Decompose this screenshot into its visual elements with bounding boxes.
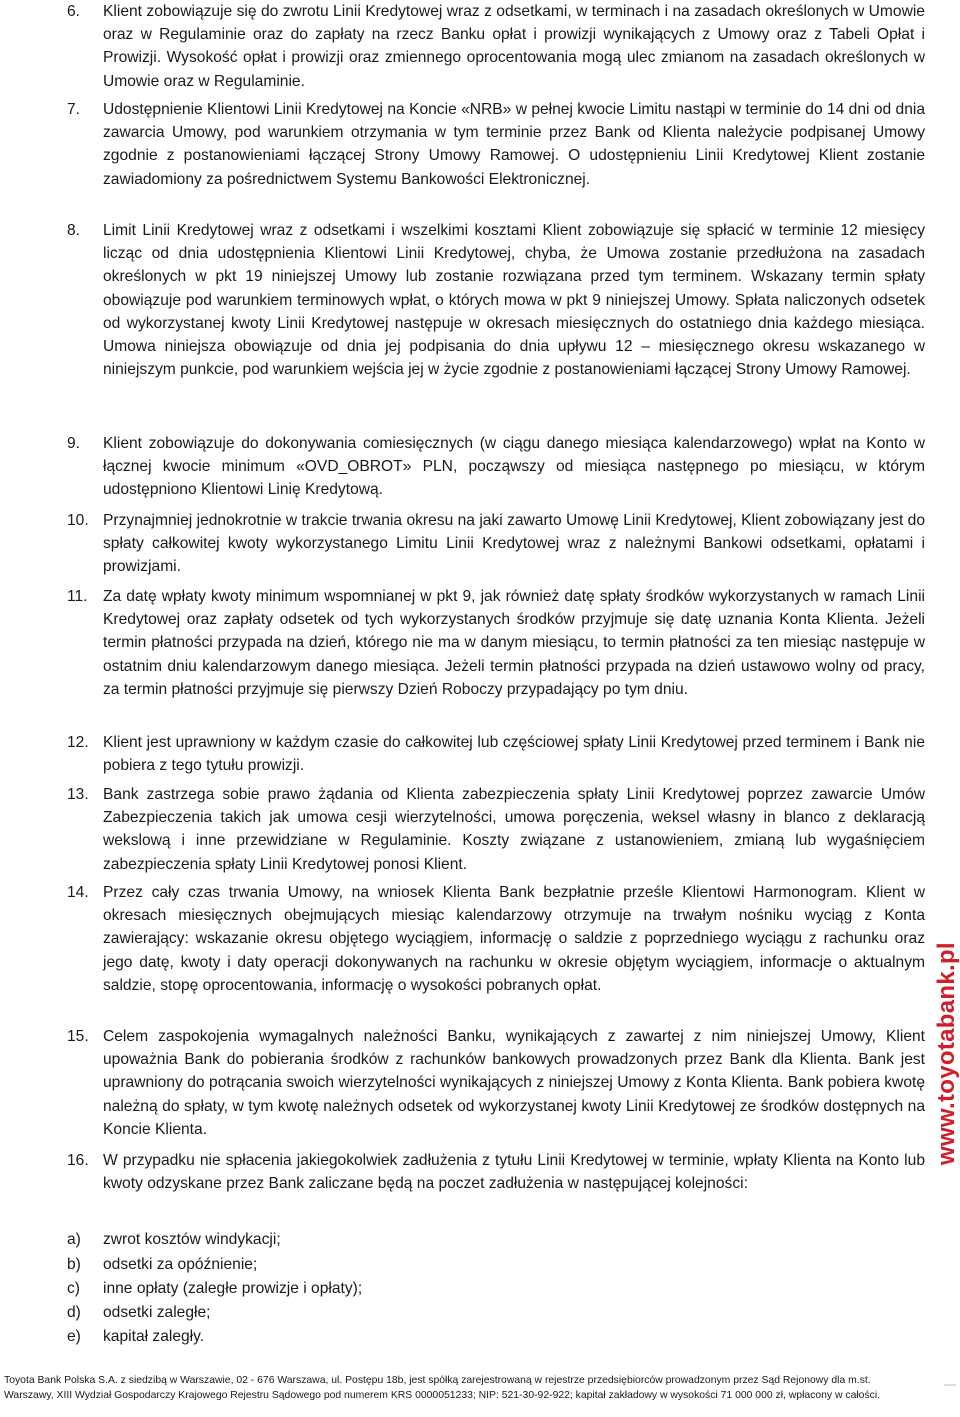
clause-number: 7.: [67, 101, 81, 118]
sub-item-d: [67, 1301, 211, 1324]
clause-6: [67, 0, 925, 93]
sub-item-text: kapitał zaległy.: [103, 1328, 205, 1345]
sub-item-e: [67, 1325, 204, 1348]
page-corner-mark: [944, 1384, 956, 1386]
sub-item-text: zwrot kosztów windykacji;: [103, 1231, 281, 1248]
sub-item-a: [67, 1228, 281, 1251]
clause-text: Klient zobowiązuje się do zwrotu Linii Kredytowej wraz z odsetkami, w terminach i na zasadach określonych w Umowie oraz w Regulaminie oraz do zapłaty na rzecz Banku opłat i prowizji wynikających z Umowy oraz z Tabeli Opłat i Prowizji. Wysokość opłat i prowizji oraz zmiennego oprocentowania mogą ulec zmianom na zasadach określonych w Umowie oraz w Regulaminie.: [103, 3, 925, 90]
sub-item-b: [67, 1253, 257, 1276]
clause-14: [67, 881, 925, 997]
clause-13: [67, 783, 925, 876]
clause-12: [67, 731, 925, 777]
clause-number: 12.: [67, 734, 89, 751]
clause-number: 13.: [67, 786, 89, 803]
clause-number: 16.: [67, 1152, 89, 1169]
sub-item-letter: a): [67, 1231, 81, 1248]
clause-10: [67, 509, 925, 579]
clause-text: Klient jest uprawniony w każdym czasie do całkowitej lub częściowej spłaty Linii Kredytowej przed terminem i Bank nie pobiera z tego tytułu prowizji.: [103, 734, 925, 775]
clause-text: Bank zastrzega sobie prawo żądania od Klienta zabezpieczenia spłaty Linii Kredytowej poprzez zawarcie Umów Zabezpieczenia takich jak umowa cesji wierzytelności, umowa poręczenia, weksel własny in blanco z deklaracją wekslową i inne przewidziane w Regulaminie. Koszty związane z ustanowieniem, zmianą lub wygaśnięciem zabezpieczenia spłaty Linii Kredytowej ponosi Klient.: [103, 786, 925, 873]
sub-item-letter: c): [67, 1280, 80, 1297]
sub-item-letter: b): [67, 1256, 81, 1273]
clause-text: Klient zobowiązuje do dokonywania comiesięcznych (w ciągu danego miesiąca kalendarzowego) wpłat na Konto w łącznej kwocie minimum «OVD_OBROT» PLN, począwszy od miesiąca następnego po miesiącu, w którym udostępniono Klientowi Linię Kredytową.: [103, 435, 925, 499]
clause-number: 15.: [67, 1028, 89, 1045]
clause-number: 11.: [67, 588, 88, 605]
clause-text: Przynajmniej jednokrotnie w trakcie trwania okresu na jaki zawarto Umowę Linii Kredytowej, Klient zobowiązany jest do spłaty całkowitej kwoty wykorzystanego Limitu Linii Kredytowej wraz z należnymi Bankowi odsetkami, opłatami i prowizjami.: [103, 512, 925, 576]
sub-item-c: [67, 1277, 362, 1300]
clause-text: Celem zaspokojenia wymagalnych należności Banku, wynikających z zawartej z nim niniejszej Umowy, Klient upoważnia Bank do pobierania środków z rachunków bankowych prowadzonych przez Bank dla Klienta. Bank jest uprawniony do potrącania swoich wierzytelności wynikających z niniejszej Umowy z Konta Klienta. Bank pobiera kwotę należną do spłaty, w tym kwotę należnych odsetek od wykorzystanej kwoty Linii Kredytowej ze środków dostępnych na Koncie Klienta.: [103, 1028, 925, 1138]
clause-text: Przez cały czas trwania Umowy, na wniosek Klienta Bank bezpłatnie prześle Klientowi Harmonogram. Klient w okresach miesięcznych obejmujących miesiąc kalendarzowy otrzymuje na trwałym nośniku wyciąg z Konta zawierający: wskazanie okresu objętego wyciągiem, informację o saldzie z poprzedniego wyciągu z rachunku oraz jego datę, kwoty i daty operacji dokonywanych na rachunku w okresie objętym wyciągiem, informacje o aktualnym saldzie, stopę oprocentowania, informację o wysokości pobranych opłat.: [103, 884, 925, 994]
clause-number: 10.: [67, 512, 89, 529]
clause-number: 9.: [67, 435, 81, 452]
page-footer: Toyota Bank Polska S.A. z siedzibą w Warszawie, 02 - 676 Warszawa, ul. Postępu 18b, jest spółką zarejestrowaną w rejestrze przedsiębiorców prowadzonym przez Sąd Rejonowy dla m.st. Warszawy, XIII Wydział Gospodarczy Krajowego Rejestru Sądowego pod numerem KRS 0000051233; NIP: 521-30-92-922; kapitał zakładowy w wysokości 71 000 000 zł, wpłacony w całości.: [4, 1375, 881, 1401]
clause-9: [67, 432, 925, 502]
clause-11: [67, 585, 925, 701]
clause-8: [67, 219, 925, 381]
clause-text: Udostępnienie Klientowi Linii Kredytowej na Koncie «NRB» w pełnej kwocie Limitu nastąpi w terminie do 14 dni od dnia zawarcia Umowy, pod warunkiem otrzymania w tym terminie przez Bank od Klienta należycie podpisanej Umowy zgodnie z postanowieniami łączącej Strony Umowy Ramowej. O udostępnieniu Linii Kredytowej Klient zostanie zawiadomiony za pośrednictwem Systemu Bankowości Elektronicznej.: [103, 101, 925, 188]
sub-item-text: odsetki za opóźnienie;: [103, 1256, 258, 1273]
clause-15: [67, 1025, 925, 1141]
clause-7: [67, 98, 925, 191]
clause-number: 14.: [67, 884, 89, 901]
clause-number: 8.: [67, 222, 81, 239]
clause-text: Limit Linii Kredytowej wraz z odsetkami i wszelkimi kosztami Klient zobowiązuje się spłacić w terminie 12 miesięcy licząc od dnia udostępnienia Klientowi Linii Kredytowej, chyba, że Umowa zostanie przedłużona na zasadach określonych w pkt 19 niniejszej Umowy lub zostanie rozwiązana przed tym terminem. Wskazany termin spłaty obowiązuje pod warunkiem terminowych wpłat, o których mowa w pkt 9 niniejszej Umowy. Spłata naliczonych odsetek od wykorzystanej kwoty Linii Kredytowej następuje w okresach miesięcznych do ostatniego dnia każdego miesiąca. Umowa niniejsza obowiązuje od dnia jej podpisania do dnia upływu 12 – miesięcznego okresu wskazanego w niniejszym punkcie, pod warunkiem wejścia jej w życie zgodnie z postanowieniami łączącej Strony Umowy Ramowej.: [103, 222, 925, 379]
clause-number: 6.: [67, 3, 81, 20]
bank-url-watermark: www.toyotabank.pl: [933, 942, 960, 1165]
clause-16: [67, 1149, 925, 1195]
sub-item-letter: d): [67, 1304, 81, 1321]
sub-item-text: odsetki zaległe;: [103, 1304, 211, 1321]
clause-text: Za datę wpłaty kwoty minimum wspomnianej w pkt 9, jak również datę spłaty środków wykorzystanych w ramach Linii Kredytowej oraz zapłaty odsetek od tych wykorzystanych środków przyjmuje się datę uznania Konta Klienta. Jeżeli termin płatności przypada na dzień, którego nie ma w danym miesiącu, to termin płatności za ten miesiąc następuje w ostatnim dniu kalendarzowym danego miesiąca. Jeżeli termin płatności przypada na dzień ustawowo wolny od pracy, za termin płatności przyjmuje się pierwszy Dzień Roboczy przypadający po tym dniu.: [103, 588, 925, 698]
sub-item-letter: e): [67, 1328, 81, 1345]
clause-text: W przypadku nie spłacenia jakiegokolwiek zadłużenia z tytułu Linii Kredytowej w terminie, wpłaty Klienta na Konto lub kwoty odzyskane przez Bank zaliczane będą na poczet zadłużenia w następującej kolejności:: [103, 1152, 925, 1193]
sub-item-text: inne opłaty (zaległe prowizje i opłaty);: [103, 1280, 363, 1297]
